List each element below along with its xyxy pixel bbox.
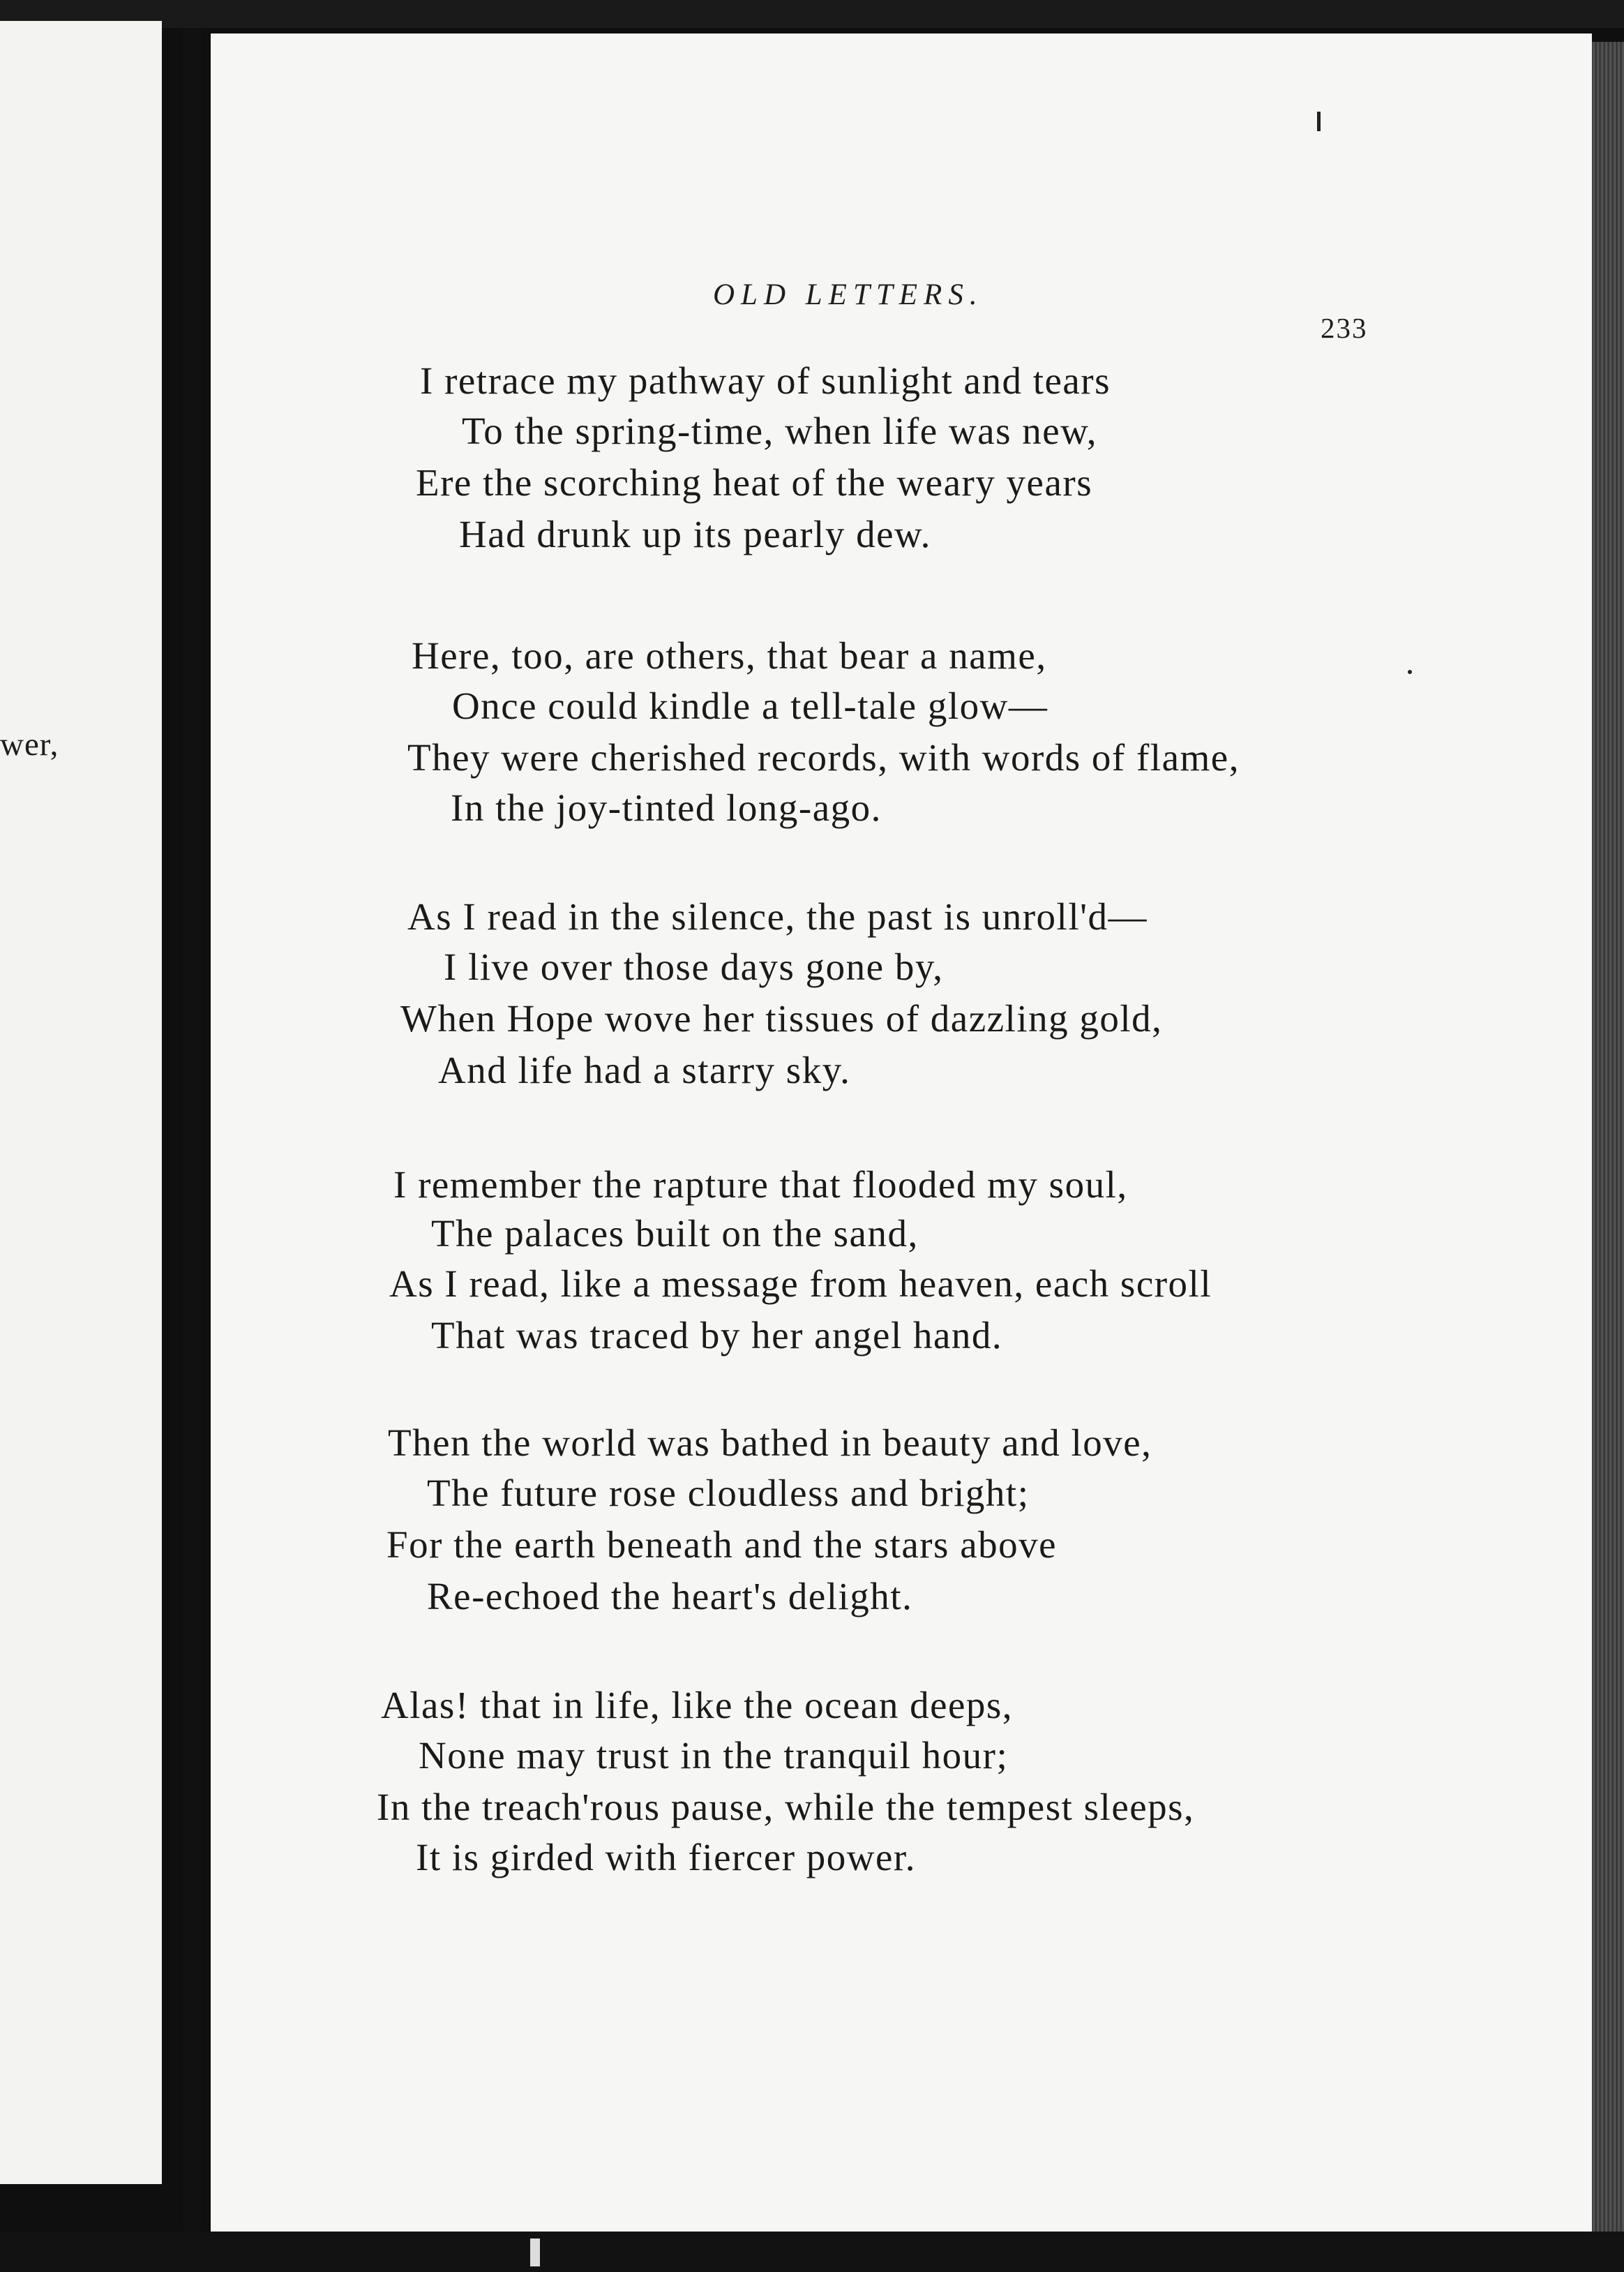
poem-line: None may trust in the tranquil hour; [419, 1734, 1009, 1777]
poem-line: I remember the rapture that flooded my soul, [393, 1163, 1128, 1206]
scan-speck [1408, 670, 1412, 674]
poem-line: As I read in the silence, the past is unroll'd— [407, 895, 1148, 938]
poem-line: Here, too, are others, that bear a name, [412, 634, 1047, 677]
poem-line: Had drunk up its pearly dew. [459, 513, 931, 555]
page-edges [1592, 42, 1624, 2272]
poem-line: Once could kindle a tell-tale glow— [452, 685, 1048, 727]
scan-speck [530, 2239, 540, 2266]
scan-top-border [0, 0, 1624, 28]
poem-line: That was traced by her angel hand. [431, 1314, 1003, 1357]
poem-line: Ere the scorching heat of the weary years [416, 461, 1093, 504]
poem-line: For the earth beneath and the stars above [386, 1523, 1058, 1566]
book-gutter [183, 28, 201, 2233]
poem-line: The future rose cloudless and bright; [427, 1472, 1030, 1514]
poem-line: To the spring-time, when life was new, [462, 410, 1098, 452]
poem-line: Alas! that in life, like the ocean deeps, [381, 1684, 1014, 1726]
poem-line: In the joy-tinted long-ago. [451, 786, 882, 829]
scan-bottom-border [0, 2232, 1624, 2272]
scan-speck [1317, 112, 1321, 131]
poem-line: It is girded with fiercer power. [416, 1836, 916, 1878]
poem-line: In the treach'rous pause, while the tempest sleeps, [377, 1786, 1195, 1828]
poem-line: The palaces built on the sand, [431, 1212, 919, 1255]
page-number: 233 [1321, 312, 1368, 344]
poem-line: And life had a starry sky. [438, 1049, 851, 1091]
poem-line: I retrace my pathway of sunlight and tears [420, 359, 1111, 402]
poem-line: They were cherished records, with words of flame, [407, 736, 1240, 779]
poem-line: As I read, like a message from heaven, each scroll [389, 1262, 1212, 1305]
left-page-text-fragment: wer, [0, 726, 59, 763]
poem-line: Re-echoed the heart's delight. [427, 1575, 913, 1617]
poem-line: I live over those days gone by, [444, 946, 944, 988]
running-head: OLD LETTERS. [713, 278, 984, 311]
poem-line: Then the world was bathed in beauty and love, [388, 1421, 1152, 1464]
poem-line: When Hope wove her tissues of dazzling gold, [400, 997, 1163, 1040]
left-page [0, 21, 162, 2184]
